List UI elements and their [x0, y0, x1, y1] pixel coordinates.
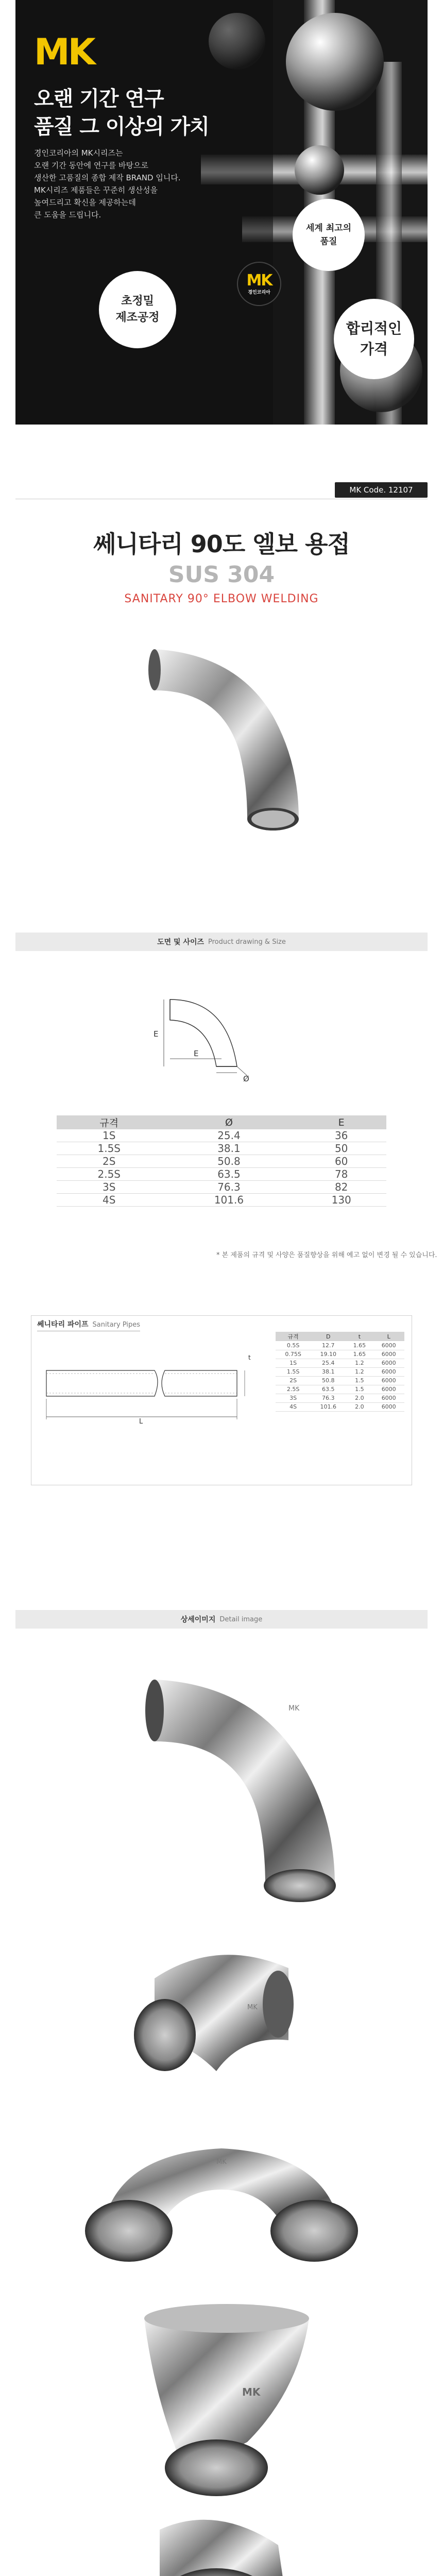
elbow-engraving: MK [242, 2386, 261, 2398]
spec-header: E [296, 1115, 386, 1129]
table-cell: 60 [296, 1155, 386, 1168]
hero-banner [15, 0, 428, 425]
drawing-label-e-horizontal: E [194, 1049, 199, 1058]
detail-section-header [15, 1610, 428, 1629]
table-cell: 50.8 [162, 1155, 297, 1168]
table-cell: 3S [57, 1181, 162, 1194]
pipe-section-title [37, 1319, 140, 1329]
badge-text: 제조공정 [115, 311, 160, 324]
product-material: SUS 304 [168, 562, 275, 588]
badge-precision-process [99, 271, 176, 348]
table-cell: 78 [296, 1168, 386, 1181]
section-title-en: Product drawing & Size [208, 938, 286, 946]
table-cell: 76.3 [311, 1394, 346, 1402]
badge-text: 초정밀 [121, 295, 154, 308]
table-cell: 2S [57, 1155, 162, 1168]
intro-text: 경인코리아의 MK시리즈는 [34, 148, 123, 158]
table-row [276, 1341, 404, 1350]
table-row [276, 1359, 404, 1367]
badge-mk-sub: 경인코리아 [248, 290, 270, 295]
table-cell: 1.5S [276, 1367, 311, 1376]
product-title: 쎄니타리 90도 엘보 용접 [93, 530, 350, 558]
table-row [276, 1367, 404, 1376]
elbow-engraving: MK [288, 1704, 300, 1713]
mk-logo: MK [34, 31, 94, 73]
intro-text: 높여드리고 확신을 제공하는데 [34, 198, 136, 207]
badge-reasonable-price [334, 299, 414, 379]
table-cell: 1.5 [346, 1385, 373, 1394]
section-title: 상세이미지 [180, 1616, 216, 1624]
pipe-header: t [346, 1332, 373, 1341]
table-cell: 101.6 [311, 1402, 346, 1411]
table-cell: 50.8 [311, 1376, 346, 1385]
table-row [276, 1350, 404, 1359]
table-cell: 2.0 [346, 1394, 373, 1402]
badge-mk-text: MK [246, 271, 272, 290]
table-cell: 19.10 [311, 1350, 346, 1359]
badge-mk-logo [237, 262, 281, 306]
badge-text: 가격 [360, 341, 388, 358]
table-cell: 3S [276, 1394, 311, 1402]
table-cell: 2.5S [276, 1385, 311, 1394]
spec-table [57, 1115, 386, 1207]
spec-header: 규격 [57, 1115, 162, 1129]
table-cell: 6000 [373, 1359, 404, 1367]
table-cell: 1.65 [346, 1341, 373, 1350]
slogan-line-1: 오랜 기간 연구 [34, 87, 164, 111]
table-cell: 25.4 [162, 1129, 297, 1142]
table-cell: 38.1 [162, 1142, 297, 1155]
table-row [276, 1402, 404, 1411]
table-cell: 1.5 [346, 1376, 373, 1385]
table-cell: 1.2 [346, 1367, 373, 1376]
table-cell: 2.5S [57, 1168, 162, 1181]
table-cell: 6000 [373, 1341, 404, 1350]
badge-text: 세계 최고의 [305, 223, 352, 233]
table-cell: 0.75S [276, 1350, 311, 1359]
intro-text: MK시리즈 제품들은 꾸준히 생산성을 [34, 185, 158, 195]
table-row [57, 1168, 386, 1181]
table-cell: 2S [276, 1376, 311, 1385]
table-cell: 63.5 [162, 1168, 297, 1181]
table-row [57, 1194, 386, 1207]
table-cell: 6000 [373, 1385, 404, 1394]
drawing-label-e-vertical: E [154, 1029, 159, 1039]
mk-code-badge: MK Code. 12107 [335, 482, 428, 498]
intro-text: 오랜 기간 동안에 연구를 바탕으로 [34, 161, 148, 170]
table-cell: 6000 [373, 1394, 404, 1402]
elbow-engraving: MK [247, 2004, 258, 2011]
detail-images [0, 1680, 443, 2576]
pipe-label-l: L [139, 1418, 143, 1426]
intro-text: 생산한 고품질의 종합 제작 BRAND 입니다. [34, 173, 181, 182]
drawing-label-phi: Ø [243, 1074, 249, 1083]
table-cell: 130 [296, 1194, 386, 1207]
table-cell: 12.7 [311, 1341, 346, 1350]
elbow-engraving: MK [216, 2158, 227, 2166]
table-row [57, 1142, 386, 1155]
section-title: 도면 및 사이즈 [157, 938, 204, 946]
table-cell: 1S [57, 1129, 162, 1142]
table-row [276, 1376, 404, 1385]
elbow-drawing [144, 989, 309, 1082]
table-row [57, 1181, 386, 1194]
intro-text: 큰 도움을 드립니다. [34, 210, 101, 219]
table-row [57, 1129, 386, 1142]
main-elbow-image [144, 634, 309, 850]
table-cell: 63.5 [311, 1385, 346, 1394]
pipe-header: L [373, 1332, 404, 1341]
table-cell: 1.65 [346, 1350, 373, 1359]
table-cell: 50 [296, 1142, 386, 1155]
section-title-en: Detail image [219, 1615, 263, 1623]
section-title: 쎄니타리 파이프 [37, 1320, 89, 1329]
table-row [276, 1394, 404, 1402]
section-title-en: Sanitary Pipes [92, 1321, 141, 1329]
badge-world-quality [293, 199, 365, 271]
table-cell: 38.1 [311, 1367, 346, 1376]
table-row [276, 1385, 404, 1394]
table-cell: 1.5S [57, 1142, 162, 1155]
spec-note: * 본 제품의 규격 및 사양은 품질향상을 위해 예고 없이 변경 될 수 있습니다. [216, 1251, 437, 1259]
table-cell: 4S [57, 1194, 162, 1207]
pipe-spec-table [276, 1332, 404, 1412]
table-cell: 0.5S [276, 1341, 311, 1350]
drawing-section-header [15, 933, 428, 951]
spec-header: Ø [162, 1115, 297, 1129]
table-cell: 76.3 [162, 1181, 297, 1194]
table-cell: 1S [276, 1359, 311, 1367]
table-cell: 6000 [373, 1402, 404, 1411]
table-cell: 6000 [373, 1350, 404, 1359]
table-cell: 6000 [373, 1376, 404, 1385]
table-cell: 2.0 [346, 1402, 373, 1411]
table-cell: 82 [296, 1181, 386, 1194]
table-cell: 101.6 [162, 1194, 297, 1207]
table-cell: 4S [276, 1402, 311, 1411]
table-row [57, 1155, 386, 1168]
product-title-en: SANITARY 90° ELBOW WELDING [124, 592, 319, 605]
pipe-drawing [41, 1350, 258, 1453]
badge-text: 품질 [320, 236, 337, 247]
badge-text: 합리적인 [346, 320, 402, 337]
slogan-line-2: 품질 그 이상의 가치 [34, 115, 209, 139]
table-cell: 1.2 [346, 1359, 373, 1367]
pipe-header: 규격 [276, 1332, 311, 1341]
table-cell: 25.4 [311, 1359, 346, 1367]
table-cell: 6000 [373, 1367, 404, 1376]
table-cell: 36 [296, 1129, 386, 1142]
pipe-label-t: t [248, 1354, 251, 1361]
pipe-header: D [311, 1332, 346, 1341]
